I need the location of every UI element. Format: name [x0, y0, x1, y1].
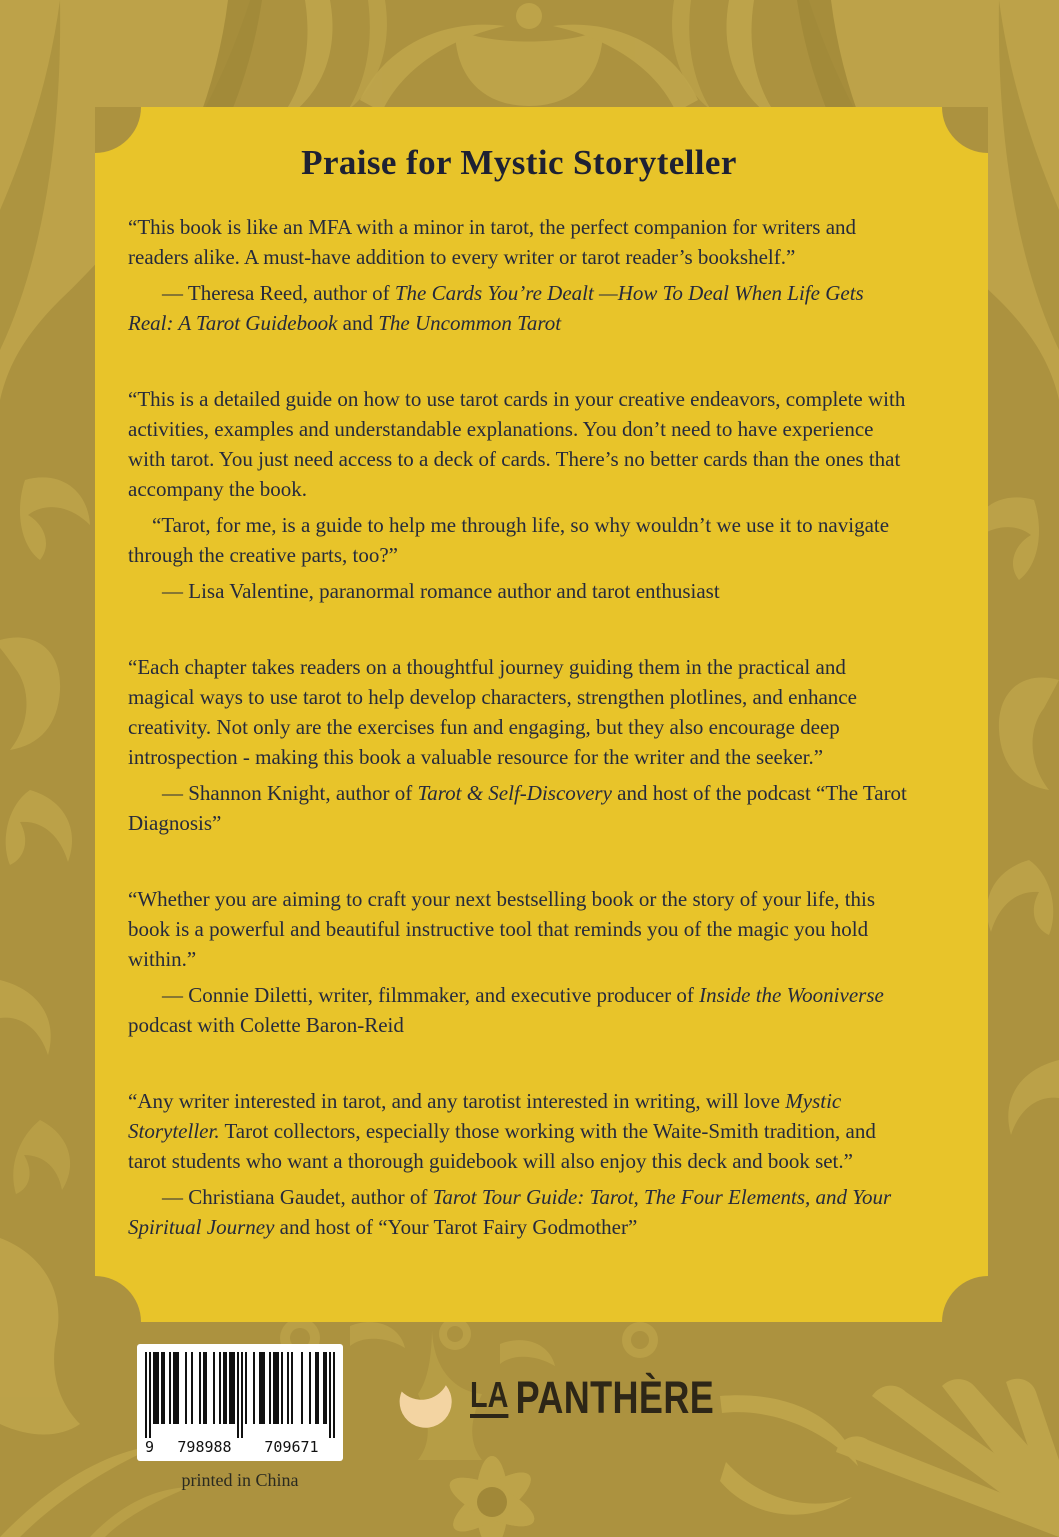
isbn-digit-group-2: 709671 [248, 1438, 335, 1456]
quote-paragraph: “This is a detailed guide on how to use tarot cards in your creative endeavors, complete with activities, examples and understandable explanations. You don’t need to have experience with tarot. You just need access to a deck of cards. There’s no better cards than the ones that accompany the book. [128, 387, 906, 501]
quote-attribution: — Connie Diletti, writer, filmmaker, and executive producer of Inside the Wooniverse podcast with Colette Baron-Reid [128, 983, 884, 1037]
publisher-logo [394, 1362, 775, 1432]
quotes [128, 212, 910, 1242]
quote-paragraph: “Whether you are aiming to craft your next bestselling book or the story of your life, this book is a powerful and beautiful instructive tool that reminds you of the magic you hold within.” [128, 887, 876, 971]
quote-block [128, 884, 910, 1040]
publisher-article: LA [470, 1377, 508, 1418]
isbn-digits [145, 1438, 335, 1456]
quote-block [128, 1086, 910, 1242]
isbn-digit-group-1: 798988 [161, 1438, 248, 1456]
isbn-digit-lead: 9 [145, 1438, 161, 1456]
quote-paragraph: “Any writer interested in tarot, and any tarotist interested in writing, will love Mystic Storyteller. Tarot collectors, especially those working with the Waite-Smith tradition, and tarot students who want a thorough guidebook will also enjoy this deck and book set.” [128, 1089, 876, 1173]
barcode-bar [333, 1352, 335, 1438]
quote-attribution: — Lisa Valentine, paranormal romance author and tarot enthusiast [162, 579, 720, 603]
panel-corner-scoop-bottom-left [95, 1276, 141, 1322]
quote-block [128, 652, 910, 838]
crescent-moon-icon [390, 1359, 461, 1435]
quote-paragraph: “This book is like an MFA with a minor in tarot, the perfect companion for writers and readers alike. A must-have addition to every writer or tarot reader’s bookshelf.” [128, 215, 857, 269]
panel-title: Praise for Mystic Storyteller [301, 143, 737, 182]
panel-corner-scoop-bottom-right [942, 1276, 988, 1322]
praise-panel [95, 107, 988, 1322]
printed-in-note: printed in China [181, 1470, 299, 1490]
quote-attribution: — Shannon Knight, author of Tarot & Self-Discovery and host of the podcast “The Tarot Diagnosis” [128, 781, 907, 835]
quote-block [128, 212, 910, 338]
quote-paragraph: “Tarot, for me, is a guide to help me through life, so why wouldn’t we use it to navigate through the creative parts, too?” [128, 513, 890, 567]
publisher-name: PANTHÈRE [515, 1371, 715, 1423]
barcode-bars [145, 1352, 335, 1438]
quote-paragraph: “Each chapter takes readers on a thoughtful journey guiding them in the practical and magical ways to use tarot to help develop characters, strengthen plotlines, and enhance creativity. Not only are the exercises fun and engaging, but they also encourage deep introspection - making this book a valuable resource for the writer and the seeker.” [128, 655, 857, 769]
barcode [137, 1344, 343, 1461]
quote-block [128, 384, 910, 606]
quote-attribution: — Theresa Reed, author of The Cards You’re Dealt —How To Deal When Life Gets Real: A Tarot Guidebook and The Uncommon Tarot [128, 281, 864, 335]
quote-attribution: — Christiana Gaudet, author of Tarot Tour Guide: Tarot, The Four Elements, and Your Spiritual Journey and host of “Your Tarot Fairy Godmother” [128, 1185, 892, 1239]
publisher-wordmark [470, 1371, 715, 1423]
panel-content [95, 107, 988, 1242]
